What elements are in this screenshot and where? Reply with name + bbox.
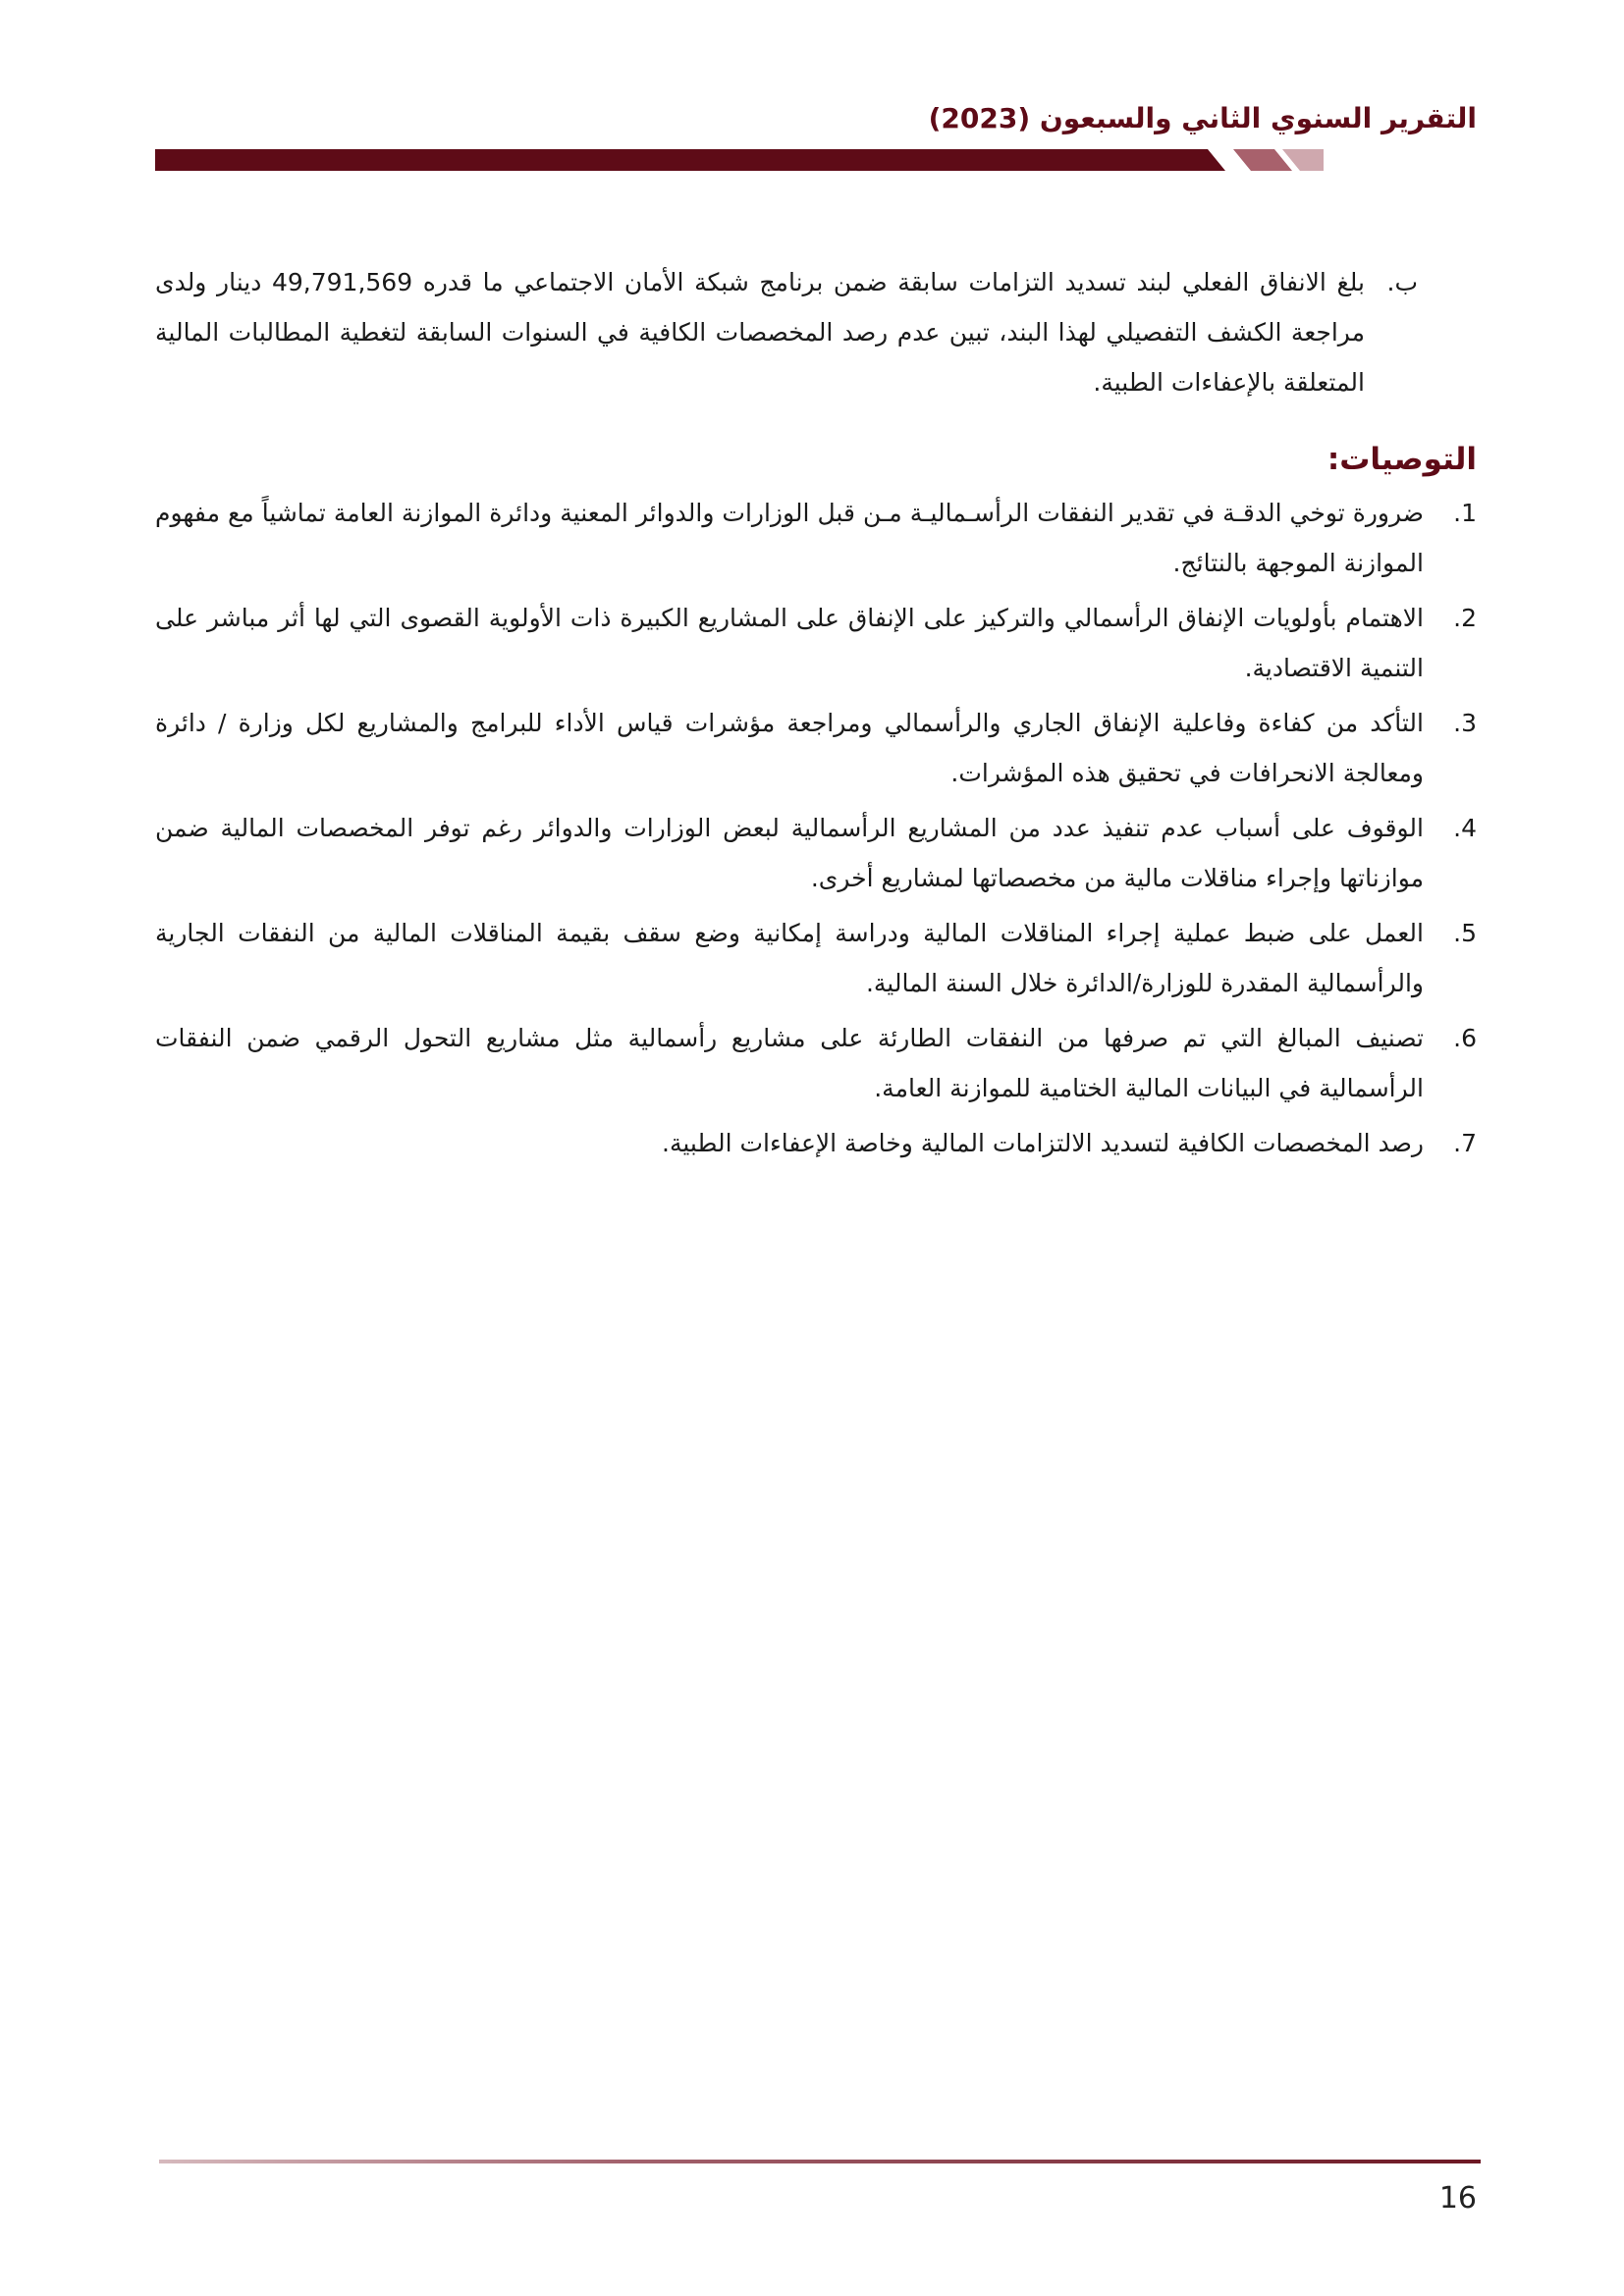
header-bar-segment-mid	[1233, 149, 1292, 171]
list-item-text: الاهتمام بأولويات الإنفاق الرأسمالي والتركيز على الإنفاق على المشاريع الكبيرة ذات الأولوية القصوى التي لها أثر مباشر على التنمية الاقتصادية.	[155, 604, 1424, 682]
list-marker: 3.	[1453, 709, 1477, 737]
list-item-text: ضرورة توخي الدقـة في تقدير النفقات الرأسـماليـة مـن قبل الوزارات والدوائر المعنية ودائرة الموازنة العامة تماشياً مع مفهوم الموازنة الموجهة بالنتائج.	[155, 499, 1424, 577]
list-item-text: الوقوف على أسباب عدم تنفيذ عدد من المشاريع الرأسمالية لبعض الوزارات والدوائر رغم توفر المخصصات المالية ضمن موازناتها وإجراء مناقلات مالية من مخصصاتها لمشاريع أخرى.	[155, 814, 1424, 892]
list-marker: 5.	[1453, 919, 1477, 947]
list-marker: 2.	[1453, 604, 1477, 632]
page-number: 16	[1438, 2181, 1477, 2216]
footer-divider	[159, 2160, 1481, 2163]
list-item-text: العمل على ضبط عملية إجراء المناقلات المالية ودراسة إمكانية وضع سقف بقيمة المناقلات المالية من النفقات الجارية والرأسمالية المقدرة للوزارة/الدائرة خلال السنة المالية.	[155, 919, 1424, 997]
recommendations-list	[155, 488, 1477, 1168]
recommendation-item	[155, 1118, 1477, 1168]
list-marker: 1.	[1453, 499, 1477, 527]
list-item-text: رصد المخصصات الكافية لتسديد الالتزامات المالية وخاصة الإعفاءات الطبية.	[662, 1129, 1424, 1157]
recommendation-item	[155, 698, 1477, 798]
list-item-text: تصنيف المبالغ التي تم صرفها من النفقات الطارئة على مشاريع رأسمالية مثل مشاريع التحول الرقمي ضمن النفقات الرأسمالية في البيانات المالية الختامية للموازنة العامة.	[155, 1024, 1424, 1102]
intro-list-item	[155, 257, 1477, 407]
report-title: التقرير السنوي الثاني والسبعون (2023)	[928, 102, 1477, 134]
recommendation-item	[155, 1013, 1477, 1113]
list-marker: 6.	[1453, 1024, 1477, 1052]
header-bar-graphic	[155, 149, 1324, 171]
list-item-text: بلغ الانفاق الفعلي لبند تسديد التزامات سابقة ضمن برنامج شبكة الأمان الاجتماعي ما قدره 49,791,569 دينار ولدى مراجعة الكشف التفصيلي لهذا البند، تبين عدم رصد المخصصات الكافية في السنوات السابقة لتغطية المطالبات المالية المتعلقة بالإعفاءات الطبية.	[155, 268, 1365, 397]
header-bar-main	[155, 149, 1225, 171]
list-marker: 4.	[1453, 814, 1477, 842]
list-item-text: التأكد من كفاءة وفاعلية الإنفاق الجاري والرأسمالي ومراجعة مؤشرات قياس الأداء للبرامج والمشاريع لكل وزارة / دائرة ومعالجة الانحرافات في تحقيق هذه المؤشرات.	[155, 709, 1424, 787]
recommendation-item	[155, 593, 1477, 693]
recommendations-heading: التوصيات:	[1326, 442, 1477, 477]
header-decorative-bar	[155, 149, 1324, 171]
recommendation-item	[155, 803, 1477, 903]
list-marker: 7.	[1453, 1129, 1477, 1157]
list-marker: ب.	[1386, 268, 1418, 296]
page-content	[155, 257, 1477, 1173]
recommendation-item	[155, 488, 1477, 588]
recommendation-item	[155, 908, 1477, 1008]
